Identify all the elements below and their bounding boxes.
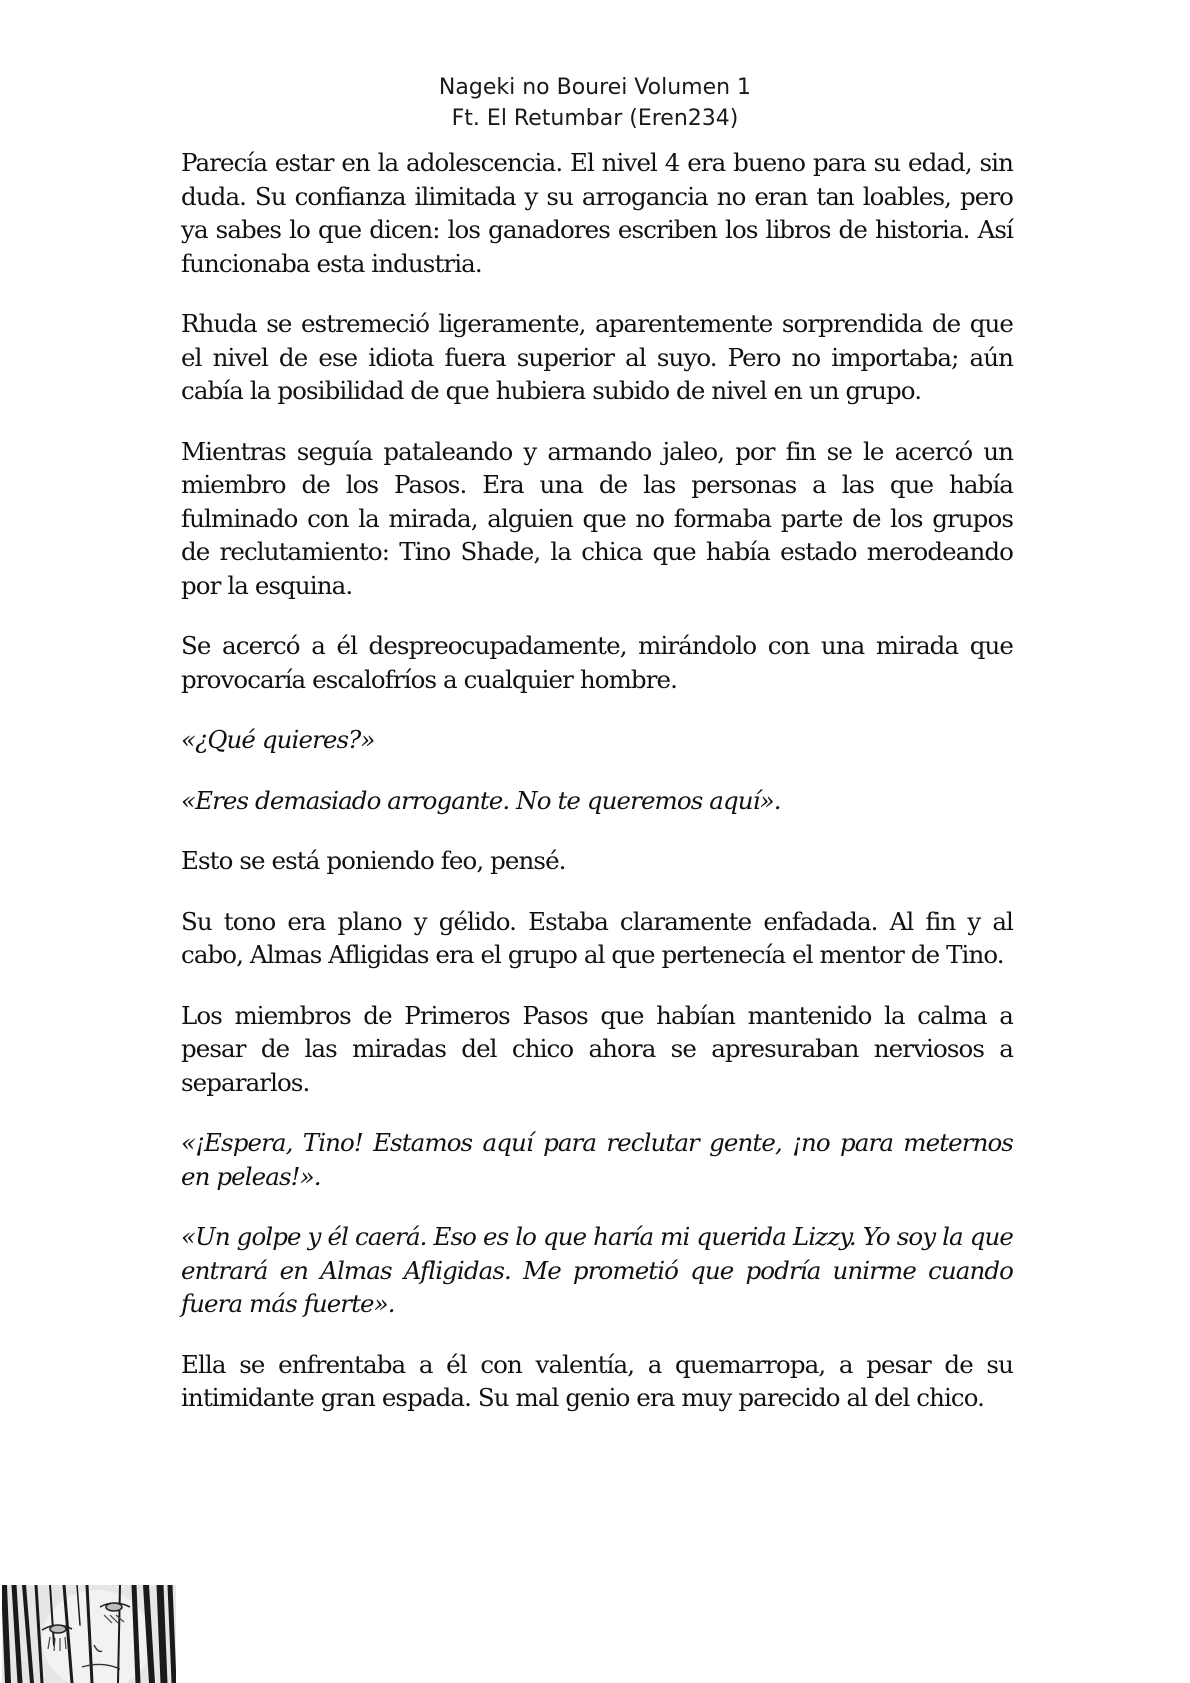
header-title: Nageki no Bourei Volumen 1 <box>438 75 752 100</box>
document-body <box>181 146 1013 1442</box>
dialogue-line: «Eres demasiado arrogante. No te queremos aquí». <box>181 785 781 815</box>
paragraph: Ella se enfrentaba a él con valentía, a quemarropa, a pesar de su intimidante gran espada. Su mal genio era muy parecido al del chico. <box>181 1349 1013 1412</box>
paragraph: Parecía estar en la adolescencia. El nivel 4 era bueno para su edad, sin duda. Su confianza ilimitada y su arrogancia no eran tan loables, pero ya sabes lo que dicen: los ganadores escriben los libros de historia. Así funcionaba esta industria. <box>181 148 1013 278</box>
header-subtitle: Ft. El Retumbar (Eren234) <box>451 106 739 131</box>
paragraph: Se acercó a él despreocupadamente, mirándolo con una mirada que provocaría escalofríos a cualquier hombre. <box>181 631 1013 694</box>
page-header <box>0 72 1190 134</box>
character-portrait-image <box>2 1585 176 1683</box>
paragraph: Los miembros de Primeros Pasos que habían mantenido la calma a pesar de las miradas del chico ahora se apresuraban nerviosos a separarlos. <box>181 1000 1013 1097</box>
dialogue-line: «¿Qué quieres?» <box>181 725 375 754</box>
paragraph: Su tono era plano y gélido. Estaba claramente enfadada. Al fin y al cabo, Almas Afligidas era el grupo al que pertenecía el mentor de Tino. <box>181 906 1013 969</box>
dialogue-line: «¡Espera, Tino! Estamos aquí para reclutar gente, ¡no para meternos en peleas!». <box>181 1128 1013 1191</box>
paragraph: Rhuda se estremeció ligeramente, aparentemente sorprendida de que el nivel de ese idiota fuera superior al suyo. Pero no importaba; aún cabía la posibilidad de que hubiera subido de nivel en un grupo. <box>181 309 1013 405</box>
portrait-drawing <box>2 1585 176 1683</box>
paragraph: Mientras seguía pataleando y armando jaleo, por fin se le acercó un miembro de los Pasos. Era una de las personas a las que había fulminado con la mirada, alguien que no formaba parte de los grupos de reclutamiento: Tino Shade, la chica que había estado merodeando por la esquina. <box>181 436 1013 600</box>
dialogue-line: «Un golpe y él caerá. Eso es lo que haría mi querida Lizzy. Yo soy la que entrará en Almas Afligidas. Me prometió que podría unirme cuando fuera más fuerte». <box>181 1222 1013 1318</box>
paragraph: Esto se está poniendo feo, pensé. <box>181 846 566 875</box>
